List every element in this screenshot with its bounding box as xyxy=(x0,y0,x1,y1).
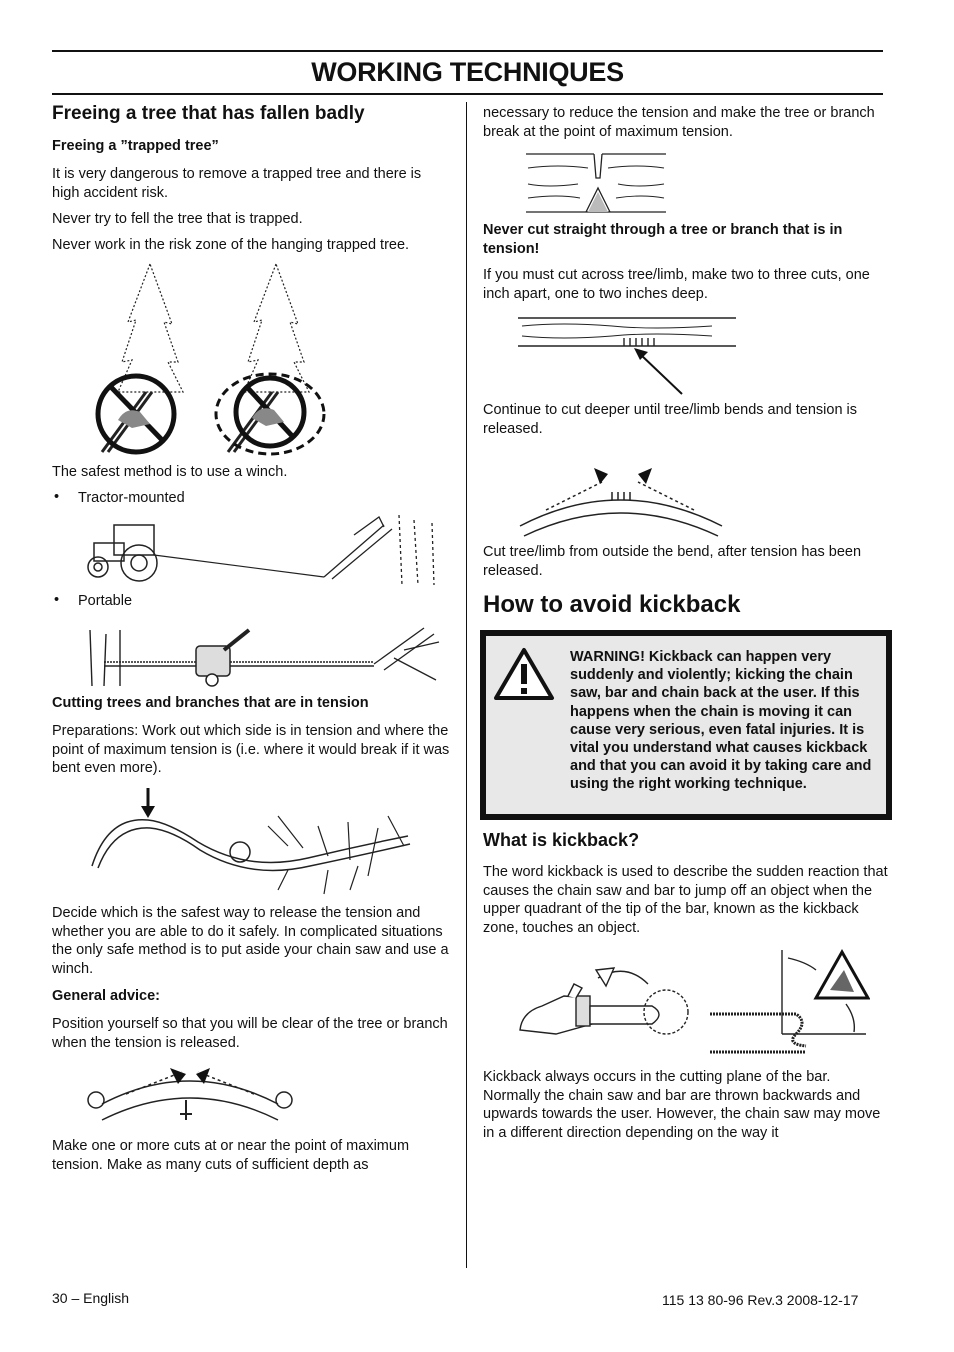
no-entry-icon xyxy=(216,374,324,454)
paragraph-preparations: Preparations: Work out which side is in tension and where the point of maximum tension is (i.e. where it would break if it was bent even more). xyxy=(52,723,450,776)
paragraph-decide: Decide which is the safest way to release the tension and whether you are able to do it safely. In complicated situations the only safe method is to put aside your chain saw and use a winch. xyxy=(52,905,449,977)
bent-branch-illustration xyxy=(88,786,428,898)
log-cut-illustration xyxy=(524,148,668,218)
paragraph-position: Position yourself so that you will be clear of the tree or branch when the tension is released. xyxy=(52,1016,448,1051)
header-top-rule xyxy=(52,50,883,52)
paragraph-cut-outside: Cut tree/limb from outside the bend, after tension has been released. xyxy=(483,544,862,579)
trapped-tree-illustration xyxy=(88,262,333,458)
tree-icon xyxy=(268,816,404,894)
warning-triangle-icon xyxy=(492,646,556,702)
chainsaw-icon xyxy=(520,984,659,1034)
subheading-what-is-kickback: What is kickback? xyxy=(483,830,640,850)
release-cuts-illustration xyxy=(86,1060,296,1132)
portable-winch-illustration xyxy=(84,620,444,692)
footer-page-number: 30 – English xyxy=(52,1290,130,1306)
winch-icon xyxy=(196,630,249,686)
bullet-marker: • xyxy=(54,592,60,608)
arrow-icon xyxy=(634,348,682,394)
paragraph-necessary: necessary to reduce the tension and make the tree or branch break at the point of maximum tension. xyxy=(483,105,875,140)
header-bottom-rule xyxy=(52,93,883,95)
kickback-zone-illustration xyxy=(516,948,870,1060)
tractor-winch-illustration xyxy=(84,515,444,585)
subheading-general-advice: General advice: xyxy=(52,988,160,1004)
bullet-tractor-mounted: Tractor-mounted xyxy=(78,490,185,506)
tractor-icon xyxy=(88,525,157,581)
column-divider xyxy=(466,102,467,1268)
paragraph-kickback-definition: The word kickback is used to describe the sudden reaction that causes the chain saw and bar to jump off an object when the upper quadrant of the tip of the bar, known as the kickback zone, touches an object. xyxy=(483,864,888,936)
warning-text: WARNING! Kickback can happen very suddenly and violently; kicking the chain saw, bar and chain back at the user. If this happens when the chain is moving it can cause very serious, even fatal injuries. It is vital you understand what causes kickback and that you can avoid it by taking care and using the right working technique. xyxy=(570,649,872,793)
no-entry-icon xyxy=(816,952,868,998)
paragraph-never-fell: Never try to fell the tree that is trapped. xyxy=(52,211,303,227)
section-heading-fallen-tree: Freeing a tree that has fallen badly xyxy=(52,103,365,124)
footer-document-id: 115 13 80-96 Rev.3 2008-12-17 xyxy=(662,1292,859,1308)
arrow-icon xyxy=(141,788,155,818)
paragraph-continue-cut: Continue to cut deeper until tree/limb bends and tension is released. xyxy=(483,402,858,437)
paragraph-cutting-plane: Kickback always occurs in the cutting plane of the bar. Normally the chain saw and bar are thrown backwards and upwards towards the user. However, the chain saw may move in a different direction depending on the way it xyxy=(483,1069,881,1141)
bullet-portable: Portable xyxy=(78,593,133,609)
bullet-marker: • xyxy=(54,489,60,505)
paragraph-cuts-across: If you must cut across tree/limb, make two to three cuts, one inch apart, one to two inches deep. xyxy=(483,267,870,302)
page-title: WORKING TECHNIQUES xyxy=(311,57,624,87)
warning-box-inner xyxy=(486,636,886,814)
paragraph-risk-zone: Never work in the risk zone of the hanging trapped tree. xyxy=(52,237,410,253)
tree-icon xyxy=(324,515,434,585)
no-entry-icon xyxy=(98,376,174,452)
paragraph-winch: The safest method is to use a winch. xyxy=(52,464,288,480)
released-limb-illustration xyxy=(516,460,726,540)
three-cuts-illustration xyxy=(516,312,740,398)
subheading-tension: Cutting trees and branches that are in tension xyxy=(52,695,369,711)
paragraph-accident-risk: It is very dangerous to remove a trapped tree and there is high accident risk. xyxy=(52,166,422,201)
paragraph-make-cuts: Make one or more cuts at or near the point of maximum tension. Make as many cuts of sufficient depth as xyxy=(52,1138,410,1173)
section-heading-kickback: How to avoid kickback xyxy=(483,591,741,618)
subheading-trapped-tree: Freeing a ”trapped tree” xyxy=(52,138,219,154)
warning-never-cut-straight: Never cut straight through a tree or branch that is in tension! xyxy=(483,222,843,257)
tree-icon xyxy=(374,628,439,680)
arrow-icon xyxy=(594,468,652,484)
warning-box xyxy=(480,630,892,820)
winch-cable xyxy=(154,555,324,577)
